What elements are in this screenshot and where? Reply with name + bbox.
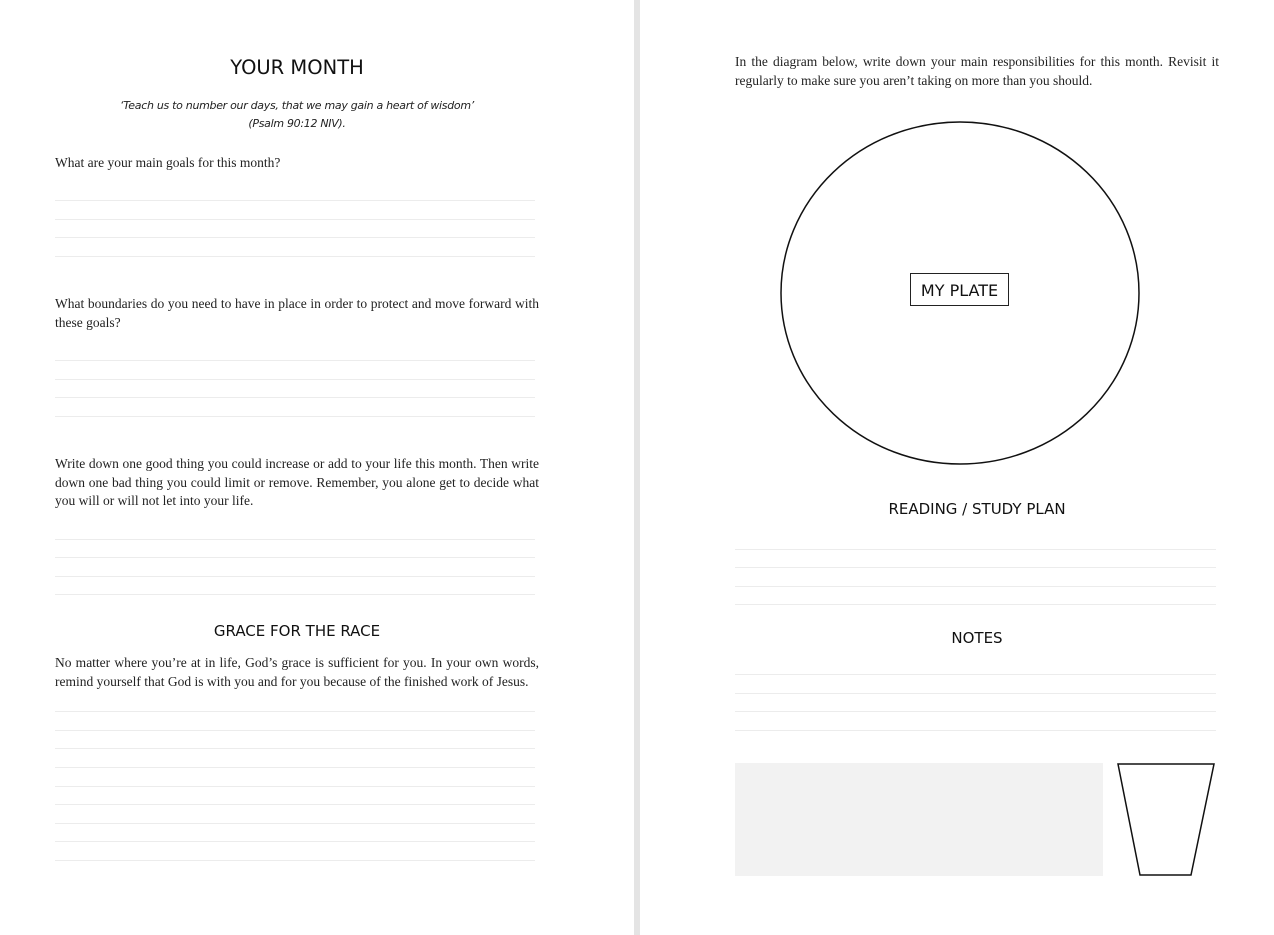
writing-line bbox=[55, 539, 535, 540]
section-heading-notes: NOTES bbox=[951, 629, 1003, 647]
section-heading-reading: READING / STUDY PLAN bbox=[888, 500, 1066, 518]
writing-line bbox=[735, 693, 1216, 694]
writing-line bbox=[55, 237, 535, 238]
right-page bbox=[640, 0, 1274, 935]
quote-text: ‘Teach us to number our days, that we may gain a heart of wisdom’ bbox=[120, 99, 474, 112]
writing-line bbox=[55, 748, 535, 749]
writing-line bbox=[55, 804, 535, 805]
scripture-quote bbox=[55, 97, 539, 133]
section-heading-grace: GRACE FOR THE RACE bbox=[213, 622, 381, 640]
writing-line bbox=[55, 379, 535, 380]
my-plate-label: MY PLATE bbox=[910, 273, 1009, 306]
writing-line bbox=[55, 860, 535, 861]
plate-instructions: In the diagram below, write down your main responsibilities for this month. Revisit it regularly to make sure you aren’t taking on more than you should. bbox=[735, 54, 1219, 88]
page-title: YOUR MONTH bbox=[230, 56, 364, 79]
boundaries-question: What boundaries do you need to have in place in order to protect and move forward with these goals? bbox=[55, 296, 539, 330]
writing-line bbox=[55, 219, 535, 220]
grey-placeholder-box bbox=[735, 763, 1103, 876]
writing-line bbox=[55, 594, 535, 595]
quote-reference: (Psalm 90:12 NIV). bbox=[248, 117, 346, 130]
writing-line bbox=[55, 786, 535, 787]
left-page bbox=[0, 0, 634, 935]
writing-line bbox=[55, 767, 535, 768]
writing-line bbox=[55, 823, 535, 824]
writing-line bbox=[55, 841, 535, 842]
writing-line bbox=[735, 711, 1216, 712]
writing-line bbox=[55, 730, 535, 731]
writing-line bbox=[55, 256, 535, 257]
writing-line bbox=[55, 711, 535, 712]
goals-question: What are your main goals for this month? bbox=[55, 155, 281, 170]
writing-line bbox=[55, 200, 535, 201]
writing-line bbox=[55, 416, 535, 417]
cup-icon bbox=[1116, 761, 1218, 879]
good-bad-question: Write down one good thing you could increase or add to your life this month. Then write down one bad thing you could limit or remove. Remember, you alone get to decide what you will or will not let into your life. bbox=[55, 456, 539, 508]
writing-line bbox=[735, 549, 1216, 550]
writing-line bbox=[55, 360, 535, 361]
writing-line bbox=[735, 674, 1216, 675]
writing-line bbox=[735, 730, 1216, 731]
writing-line bbox=[55, 397, 535, 398]
writing-line bbox=[735, 567, 1216, 568]
writing-line bbox=[735, 586, 1216, 587]
writing-line bbox=[55, 557, 535, 558]
writing-line bbox=[735, 604, 1216, 605]
writing-line bbox=[55, 576, 535, 577]
grace-text: No matter where you’re at in life, God’s grace is sufficient for you. In your own words, remind yourself that God is with you and for you because of the finished work of Jesus. bbox=[55, 655, 539, 689]
